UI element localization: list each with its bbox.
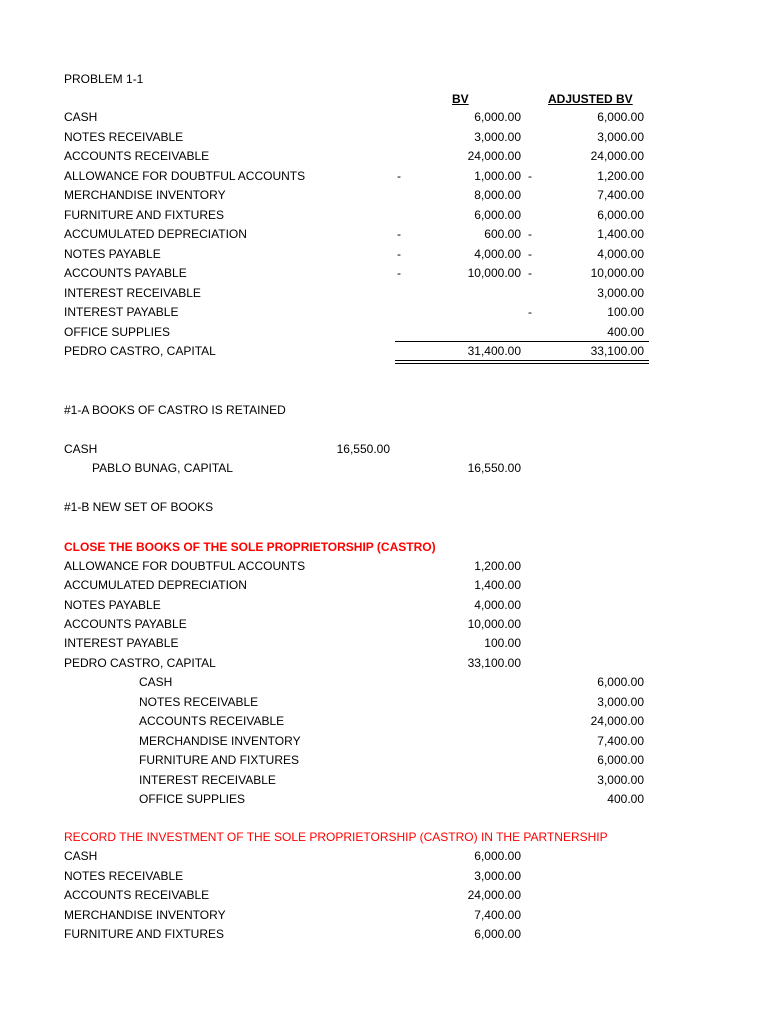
record-debit-account: NOTES RECEIVABLE <box>64 868 184 883</box>
balance-bv-value: 31,400.00 <box>467 344 521 358</box>
balance-adjusted-value: 4,000.00 <box>597 246 644 261</box>
close-debit-account: NOTES PAYABLE <box>64 597 161 612</box>
balance-account: ALLOWANCE FOR DOUBTFUL ACCOUNTS <box>64 168 306 183</box>
balance-account: FURNITURE AND FIXTURES <box>64 207 225 222</box>
record-debit-account: MERCHANDISE INVENTORY <box>64 907 226 922</box>
balance-account: NOTES PAYABLE <box>64 246 161 261</box>
balance-minus-marker: - <box>528 168 532 183</box>
balance-bv-value: 3,000.00 <box>474 129 521 144</box>
balance-bv-value: 1,000.00 <box>474 168 521 183</box>
balance-bv-value: 8,000.00 <box>474 188 521 202</box>
problem-title: PROBLEM 1-1 <box>64 72 144 86</box>
close-books-title: CLOSE THE BOOKS OF THE SOLE PROPRIETORSHIP (CASTRO) <box>64 540 436 554</box>
balance-account: NOTES RECEIVABLE <box>64 129 184 144</box>
close-credit-amount: 7,400.00 <box>597 733 644 748</box>
record-debit-amount: 7,400.00 <box>474 907 521 922</box>
entry-a-credit-amount: 16,550.00 <box>467 461 521 475</box>
section-a-heading: #1-A BOOKS OF CASTRO IS RETAINED <box>64 403 286 417</box>
balance-adjusted-value: 24,000.00 <box>590 149 644 163</box>
balance-account: ACCOUNTS RECEIVABLE <box>64 149 210 163</box>
balance-minus-marker: - <box>397 266 401 280</box>
bv-header: BV <box>452 92 469 106</box>
close-credit-amount: 6,000.00 <box>597 675 644 689</box>
balance-bv-value: 10,000.00 <box>467 266 521 280</box>
total-double-rule-2 <box>395 363 649 364</box>
record-debit-account: ACCOUNTS RECEIVABLE <box>64 888 210 902</box>
balance-minus-marker: - <box>528 227 532 241</box>
close-credit-account: NOTES RECEIVABLE <box>139 694 259 709</box>
entry-a-debit-amount: 16,550.00 <box>336 442 390 456</box>
adjusted-bv-header: ADJUSTED BV <box>548 92 633 106</box>
balance-adjusted-value: 10,000.00 <box>590 266 644 280</box>
record-debit-amount: 3,000.00 <box>474 868 521 883</box>
close-credit-amount: 400.00 <box>607 792 644 806</box>
balance-minus-marker: - <box>528 305 532 319</box>
balance-minus-marker: - <box>397 227 401 241</box>
balance-adjusted-value: 100.00 <box>607 305 644 319</box>
record-debit-account: CASH <box>64 849 98 863</box>
close-credit-account: MERCHANDISE INVENTORY <box>139 733 301 748</box>
close-debit-amount: 33,100.00 <box>467 655 521 670</box>
close-credit-amount: 3,000.00 <box>597 694 644 709</box>
close-credit-account: OFFICE SUPPLIES <box>139 792 246 806</box>
balance-adjusted-value: 33,100.00 <box>590 344 644 358</box>
total-top-rule <box>395 341 649 342</box>
close-debit-account: PEDRO CASTRO, CAPITAL <box>64 655 216 670</box>
balance-account: ACCOUNTS PAYABLE <box>64 266 187 280</box>
close-debit-account: ACCUMULATED DEPRECIATION <box>64 578 247 593</box>
close-credit-account: ACCOUNTS RECEIVABLE <box>139 714 285 728</box>
entry-a-debit-account: CASH <box>64 442 98 456</box>
balance-account: INTEREST RECEIVABLE <box>64 285 201 300</box>
balance-adjusted-value: 6,000.00 <box>597 207 644 222</box>
balance-minus-marker: - <box>397 168 401 183</box>
balance-account: ACCUMULATED DEPRECIATION <box>64 227 247 241</box>
balance-adjusted-value: 3,000.00 <box>597 129 644 144</box>
close-credit-amount: 3,000.00 <box>597 772 644 787</box>
close-credit-account: FURNITURE AND FIXTURES <box>139 753 300 767</box>
balance-account: MERCHANDISE INVENTORY <box>64 188 226 202</box>
record-investment-title: RECORD THE INVESTMENT OF THE SOLE PROPRIETORSHIP (CASTRO) IN THE PARTNERSHIP <box>64 830 608 844</box>
record-debit-amount: 6,000.00 <box>474 927 521 941</box>
balance-adjusted-value: 1,200.00 <box>597 168 644 183</box>
balance-minus-marker: - <box>528 266 532 280</box>
close-credit-account: INTEREST RECEIVABLE <box>139 772 276 787</box>
close-credit-account: CASH <box>139 675 173 689</box>
balance-minus-marker: - <box>397 246 401 261</box>
close-debit-amount: 1,200.00 <box>474 559 521 573</box>
balance-bv-value: 600.00 <box>484 227 521 241</box>
balance-adjusted-value: 3,000.00 <box>597 285 644 300</box>
section-b-heading: #1-B NEW SET OF BOOKS <box>64 500 214 514</box>
balance-account: INTEREST PAYABLE <box>64 305 179 319</box>
record-debit-account: FURNITURE AND FIXTURES <box>64 927 225 941</box>
balance-account: CASH <box>64 110 98 124</box>
close-credit-amount: 6,000.00 <box>597 753 644 767</box>
balance-bv-value: 4,000.00 <box>474 246 521 261</box>
close-debit-amount: 4,000.00 <box>474 597 521 612</box>
record-debit-amount: 6,000.00 <box>474 849 521 863</box>
balance-bv-value: 6,000.00 <box>474 110 521 124</box>
total-double-rule-1 <box>395 360 649 361</box>
balance-adjusted-value: 7,400.00 <box>597 188 644 202</box>
close-debit-account: ALLOWANCE FOR DOUBTFUL ACCOUNTS <box>64 559 306 573</box>
close-credit-amount: 24,000.00 <box>590 714 644 728</box>
close-debit-amount: 100.00 <box>484 636 521 651</box>
balance-adjusted-value: 400.00 <box>607 324 644 339</box>
entry-a-credit-account: PABLO BUNAG, CAPITAL <box>92 461 233 475</box>
close-debit-amount: 1,400.00 <box>474 578 521 593</box>
balance-adjusted-value: 1,400.00 <box>597 227 644 241</box>
balance-account: PEDRO CASTRO, CAPITAL <box>64 344 216 358</box>
balance-bv-value: 24,000.00 <box>467 149 521 163</box>
record-debit-amount: 24,000.00 <box>467 888 521 902</box>
close-debit-amount: 10,000.00 <box>467 616 521 631</box>
balance-adjusted-value: 6,000.00 <box>597 110 644 124</box>
balance-minus-marker: - <box>528 246 532 261</box>
balance-bv-value: 6,000.00 <box>474 207 521 222</box>
close-debit-account: INTEREST PAYABLE <box>64 636 179 651</box>
balance-account: OFFICE SUPPLIES <box>64 324 171 339</box>
close-debit-account: ACCOUNTS PAYABLE <box>64 616 187 631</box>
